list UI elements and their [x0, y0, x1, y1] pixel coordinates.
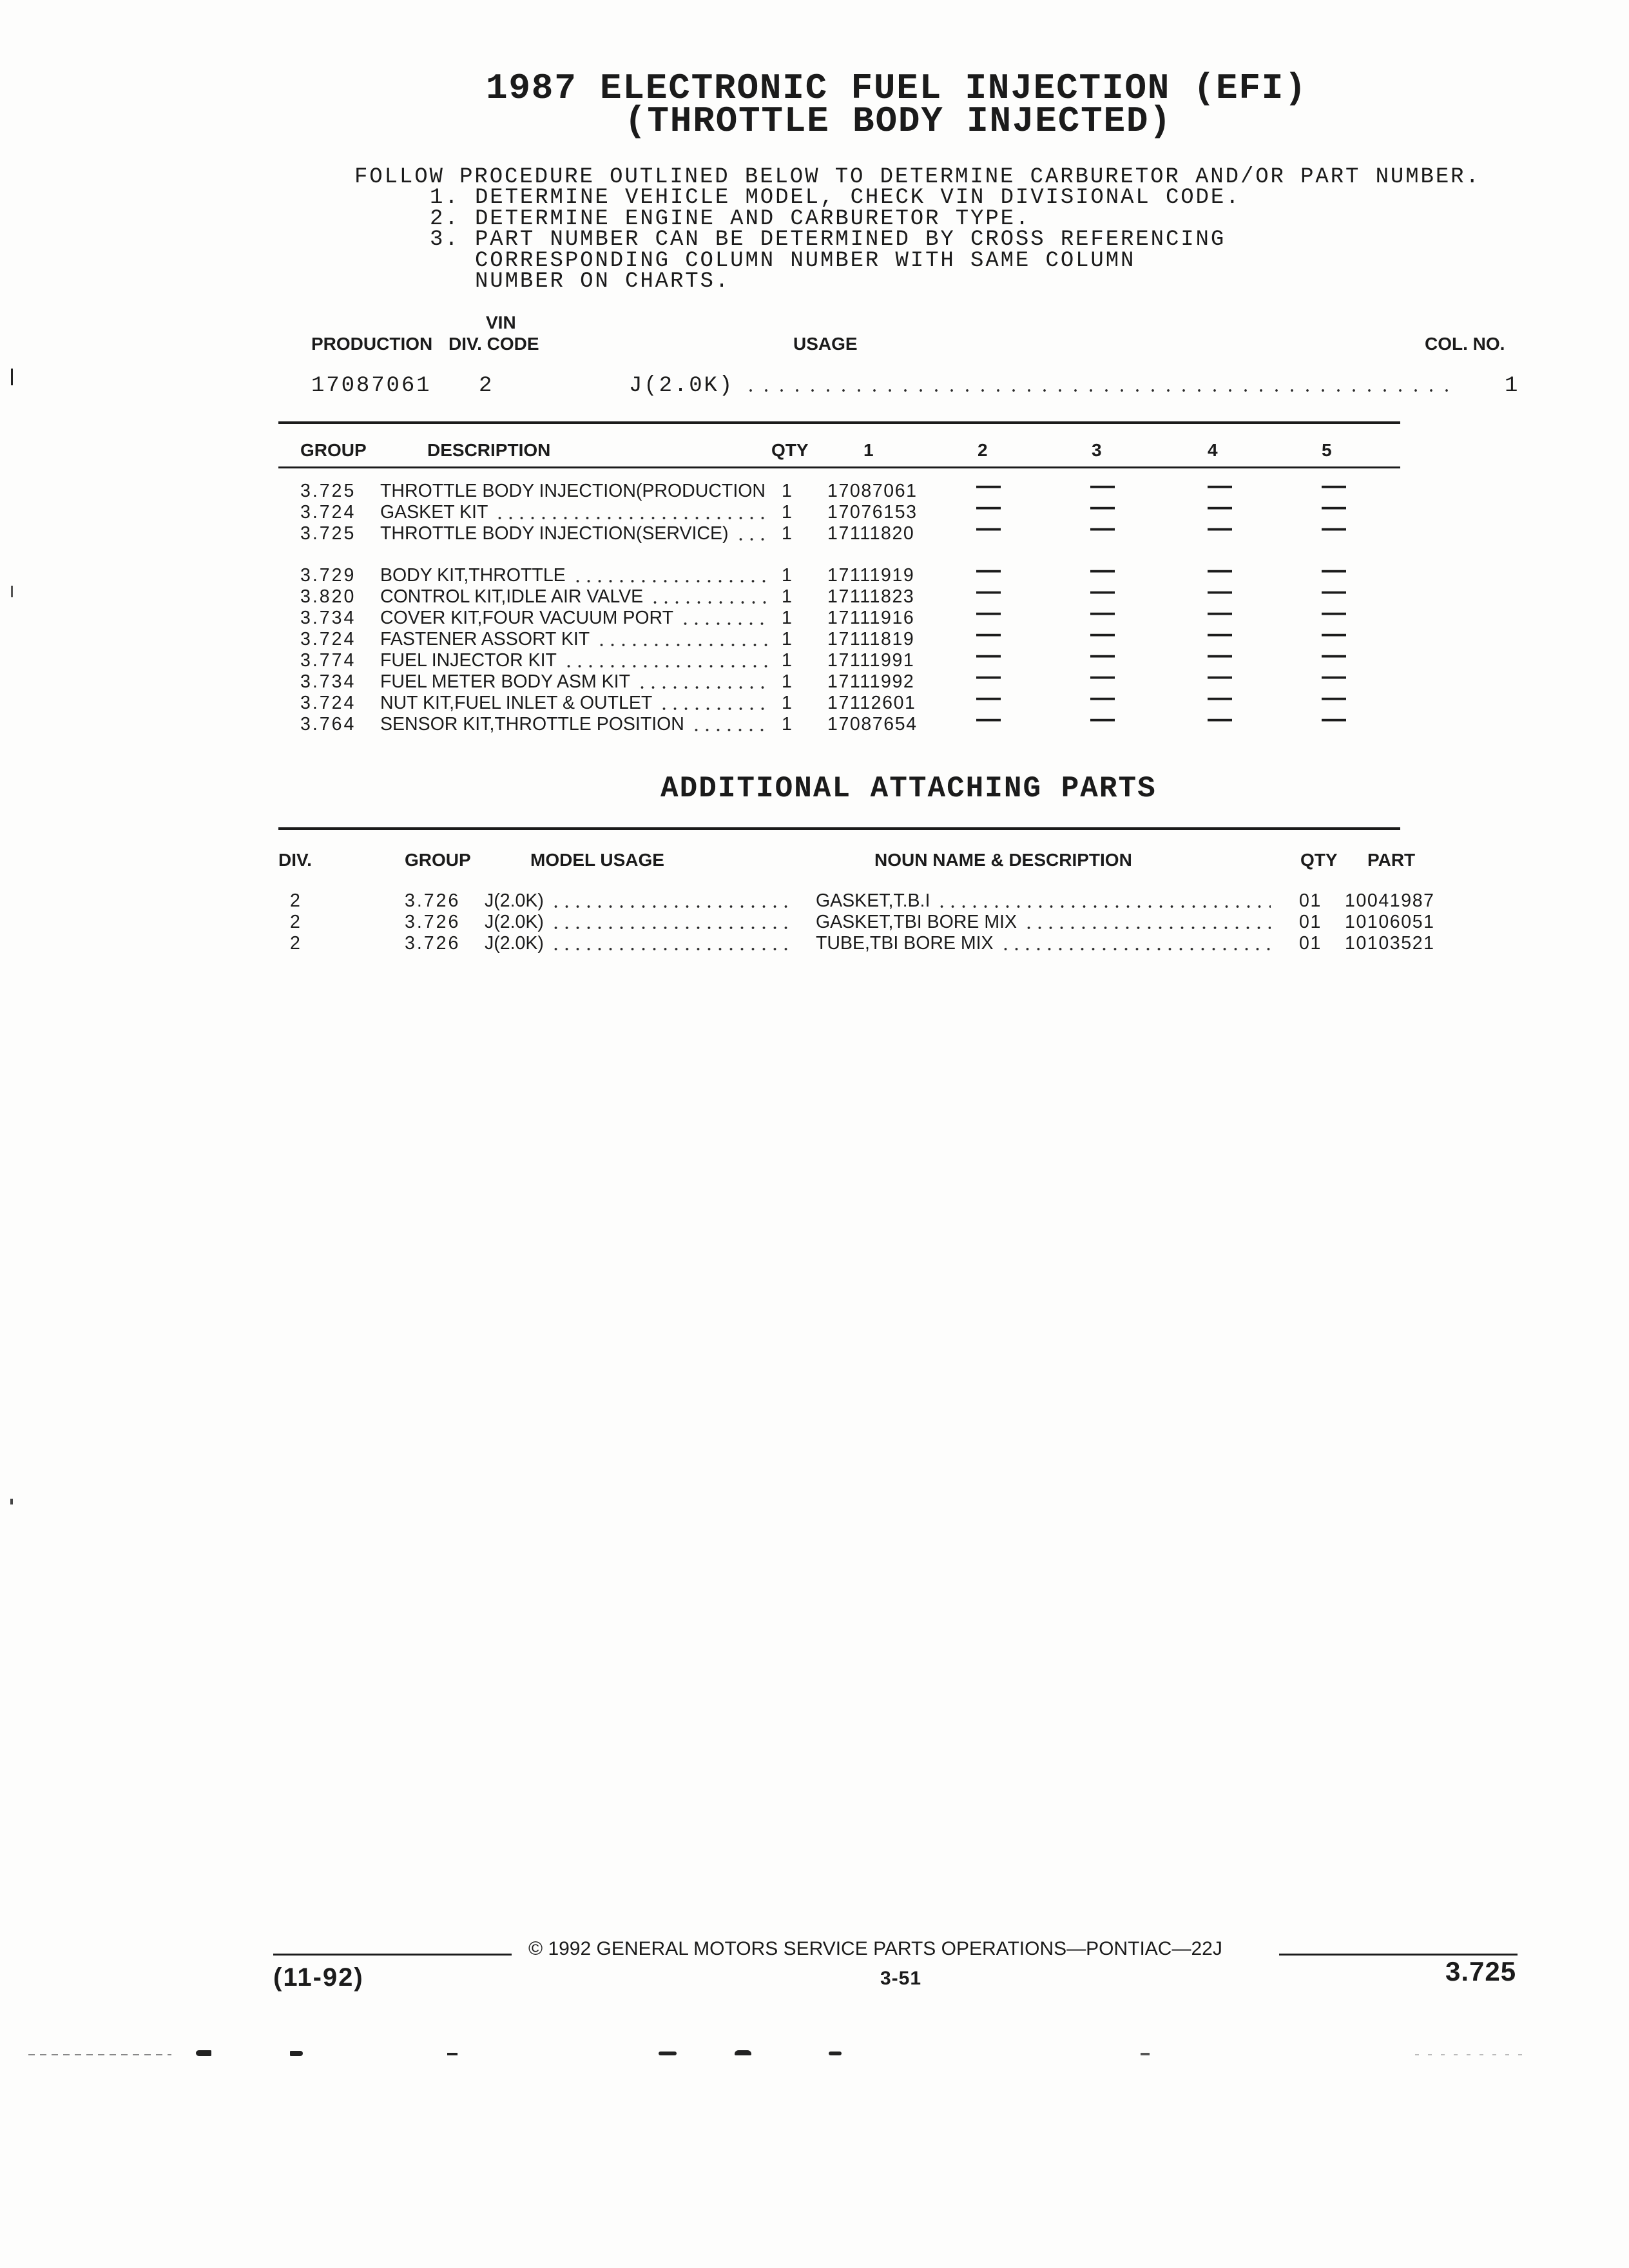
part-group: 3.724	[300, 502, 356, 523]
col-5-dash: —	[1322, 706, 1346, 733]
part-number-col-1: 17087061	[827, 481, 918, 501]
header-col-5: 5	[1322, 440, 1332, 460]
noun-description-value: TUBE,TBI BORE MIX	[816, 933, 994, 954]
part-qty: 1	[782, 481, 792, 501]
part-group: 3.734	[300, 671, 356, 692]
col-2-dash: —	[976, 494, 1001, 521]
dot-leader	[637, 671, 771, 693]
col-5-dash: —	[1322, 557, 1346, 584]
noun-description-value: GASKET,T.B.I	[816, 890, 930, 911]
col-4-dash: —	[1208, 515, 1232, 542]
part-qty: 1	[782, 629, 792, 649]
part-number-col-1: 17111919	[827, 565, 915, 586]
table-row	[0, 472, 1629, 502]
dot-leader	[659, 693, 771, 714]
header-col-3: 3	[1092, 440, 1102, 460]
col-5-dash: —	[1322, 663, 1346, 690]
col-5-dash: —	[1322, 494, 1346, 521]
header-col-no: COL. NO.	[1425, 334, 1505, 354]
usage-cell	[629, 376, 1457, 396]
model-usage-cell	[485, 912, 796, 933]
footer-section-number: 3.725	[1445, 1956, 1517, 1986]
part-description: FASTENER ASSORT KIT	[380, 629, 590, 649]
div-value: 2	[290, 912, 300, 932]
group-value: 3.726	[405, 890, 461, 911]
part-number: 10103521	[1345, 933, 1435, 954]
div-value: 2	[290, 933, 300, 954]
part-description-cell	[380, 608, 775, 629]
header-usage: USAGE	[793, 334, 858, 354]
part-number-col-1: 17111823	[827, 586, 915, 607]
production-row	[0, 376, 1629, 396]
scan-artifact	[659, 2052, 677, 2055]
usage-value: J(2.0K)	[629, 374, 735, 398]
qty-value: 01	[1299, 890, 1322, 911]
page-subtitle: (THROTTLE BODY INJECTED)	[624, 101, 1172, 142]
dot-leader	[691, 714, 771, 735]
step-text: NUMBER ON CHARTS.	[475, 269, 731, 294]
header-qty: QTY	[771, 440, 809, 460]
part-description-cell	[380, 586, 775, 608]
dot-leader	[680, 608, 771, 629]
footer-page-number: 3-51	[880, 1968, 922, 1989]
part-description: COVER KIT,FOUR VACUUM PORT	[380, 608, 673, 628]
part-qty: 1	[782, 693, 792, 713]
part-qty: 1	[782, 714, 792, 735]
section-title-additional: ADDITIONAL ATTACHING PARTS	[660, 772, 1157, 805]
col-4-dash: —	[1208, 663, 1232, 690]
col-4-dash: —	[1208, 494, 1232, 521]
table-row	[0, 933, 1629, 954]
header-group: GROUP	[300, 440, 367, 460]
col-2-dash: —	[976, 578, 1001, 605]
model-usage-value: J(2.0K)	[485, 890, 544, 911]
col-4-dash: —	[1208, 642, 1232, 669]
step-number: 1.	[430, 186, 460, 210]
dot-leader	[550, 890, 792, 912]
header-production: PRODUCTION	[311, 334, 433, 354]
group-value: 3.726	[405, 912, 461, 932]
part-description-cell	[380, 671, 775, 693]
part-description-cell	[380, 650, 775, 671]
col-3-dash: —	[1090, 620, 1115, 648]
part-number-col-1: 17111819	[827, 629, 915, 649]
col-3-dash: —	[1090, 642, 1115, 669]
col-2-dash: —	[976, 515, 1001, 542]
part-group: 3.764	[300, 714, 356, 735]
header-div: DIV.	[278, 850, 312, 870]
table-row	[0, 557, 1629, 586]
header-col-4: 4	[1208, 440, 1218, 460]
footer-rule-left	[273, 1954, 512, 1956]
part-qty: 1	[782, 502, 792, 523]
col-5-dash: —	[1322, 515, 1346, 542]
part-group: 3.734	[300, 608, 356, 628]
col-3-dash: —	[1090, 494, 1115, 521]
scan-artifact	[290, 2051, 303, 2056]
part-group: 3.725	[300, 481, 356, 501]
scan-artifact	[11, 586, 13, 597]
model-usage-cell	[485, 890, 796, 912]
col-2-dash: —	[976, 684, 1001, 711]
col-2-dash: —	[976, 472, 1001, 499]
scan-artifact	[28, 2054, 171, 2055]
col-3-dash: —	[1090, 472, 1115, 499]
div-value: 2	[290, 890, 300, 911]
table-row	[0, 578, 1629, 608]
step-number: 3.	[430, 227, 460, 252]
step-text: CORRESPONDING COLUMN NUMBER WITH SAME COLUMN	[475, 249, 1136, 273]
part-qty: 1	[782, 650, 792, 671]
table-row	[0, 890, 1629, 912]
page-title: 1987 ELECTRONIC FUEL INJECTION (EFI)	[486, 68, 1307, 109]
part-qty: 1	[782, 565, 792, 586]
part-qty: 1	[782, 671, 792, 692]
table-rule-top	[278, 421, 1400, 424]
scan-artifact	[447, 2053, 458, 2055]
scan-artifact	[1415, 2054, 1525, 2055]
part-description-cell	[380, 714, 775, 735]
header-model-usage: MODEL USAGE	[530, 850, 664, 870]
part-group: 3.725	[300, 523, 356, 544]
col-2-dash: —	[976, 663, 1001, 690]
col-3-dash: —	[1090, 663, 1115, 690]
table-row	[0, 706, 1629, 735]
col-2-dash: —	[976, 599, 1001, 626]
header-div-code: DIV. CODE	[448, 334, 539, 354]
footer-rule-right	[1279, 1954, 1518, 1956]
part-description: CONTROL KIT,IDLE AIR VALVE	[380, 586, 644, 607]
dot-leader	[550, 912, 792, 933]
part-description: THROTTLE BODY INJECTION(PRODUCTION	[380, 481, 766, 501]
part-group: 3.729	[300, 565, 356, 586]
col-2-dash: —	[976, 620, 1001, 648]
part-group: 3.820	[300, 586, 356, 607]
part-number-col-1: 17112601	[827, 693, 916, 713]
header-noun-description: NOUN NAME & DESCRIPTION	[874, 850, 1132, 870]
col-3-dash: —	[1090, 515, 1115, 542]
part-number-col-1: 17111992	[827, 671, 915, 692]
col-2-dash: —	[976, 557, 1001, 584]
step-text: DETERMINE VEHICLE MODEL, CHECK VIN DIVISIONAL CODE.	[475, 186, 1241, 210]
part-group: 3.724	[300, 629, 356, 649]
col-4-dash: —	[1208, 557, 1232, 584]
col-5-dash: —	[1322, 599, 1346, 626]
scan-artifact	[196, 2050, 211, 2056]
part-qty: 1	[782, 608, 792, 628]
header-col-1: 1	[863, 440, 874, 460]
part-description-cell	[380, 629, 775, 650]
part-number-col-1: 17076153	[827, 502, 918, 523]
dot-leader	[494, 502, 771, 523]
model-usage-value: J(2.0K)	[485, 933, 544, 954]
production-number: 17087061	[311, 374, 432, 398]
step-text: DETERMINE ENGINE AND CARBURETOR TYPE.	[475, 207, 1031, 231]
dot-leader	[743, 376, 1453, 396]
scan-artifact	[11, 369, 13, 385]
instructions-intro: FOLLOW PROCEDURE OUTLINED BELOW TO DETERMINE CARBURETOR AND/OR PART NUMBER.	[354, 165, 1481, 189]
col-5-dash: —	[1322, 684, 1346, 711]
col-5-dash: —	[1322, 472, 1346, 499]
qty-value: 01	[1299, 912, 1322, 932]
noun-description-cell	[816, 912, 1275, 933]
header-group: GROUP	[405, 850, 471, 870]
part-number: 10106051	[1345, 912, 1435, 932]
table-rule-header	[278, 466, 1400, 468]
model-usage-value: J(2.0K)	[485, 912, 544, 932]
table-row	[0, 599, 1629, 629]
col-2-dash: —	[976, 706, 1001, 733]
col-4-dash: —	[1208, 620, 1232, 648]
part-number-col-1: 17111916	[827, 608, 915, 628]
part-description: THROTTLE BODY INJECTION(SERVICE)	[380, 523, 729, 544]
dot-leader	[1023, 912, 1271, 933]
qty-value: 01	[1299, 933, 1322, 954]
dot-leader	[735, 523, 771, 544]
part-qty: 1	[782, 523, 792, 544]
part-qty: 1	[782, 586, 792, 607]
scan-artifact	[735, 2050, 751, 2055]
table-row	[0, 620, 1629, 650]
dot-leader	[1000, 933, 1271, 954]
part-number-col-1: 17111991	[827, 650, 915, 671]
scan-artifact	[1141, 2053, 1150, 2055]
part-group: 3.724	[300, 693, 356, 713]
group-value: 3.726	[405, 933, 461, 954]
part-description: GASKET KIT	[380, 502, 488, 523]
col-no-value: 1	[1505, 374, 1520, 398]
col-4-dash: —	[1208, 472, 1232, 499]
part-number-col-1: 17087654	[827, 714, 918, 735]
dot-leader	[550, 933, 792, 954]
part-group: 3.774	[300, 650, 356, 671]
col-5-dash: —	[1322, 642, 1346, 669]
header-col-2: 2	[978, 440, 988, 460]
part-description-cell	[380, 523, 775, 544]
col-3-dash: —	[1090, 684, 1115, 711]
col-4-dash: —	[1208, 599, 1232, 626]
col-5-dash: —	[1322, 578, 1346, 605]
part-number: 10041987	[1345, 890, 1435, 911]
noun-description-value: GASKET,TBI BORE MIX	[816, 912, 1017, 932]
col-3-dash: —	[1090, 557, 1115, 584]
part-description: BODY KIT,THROTTLE	[380, 565, 566, 586]
noun-description-cell	[816, 890, 1275, 912]
col-2-dash: —	[976, 642, 1001, 669]
dot-leader	[650, 586, 771, 608]
dot-leader	[596, 629, 771, 650]
col-4-dash: —	[1208, 578, 1232, 605]
part-description: SENSOR KIT,THROTTLE POSITION	[380, 714, 684, 735]
dot-leader	[936, 890, 1271, 912]
footer-copyright: © 1992 GENERAL MOTORS SERVICE PARTS OPERATIONS—PONTIAC—22J	[528, 1938, 1222, 1959]
dot-leader	[563, 650, 771, 671]
part-description-cell	[380, 481, 775, 502]
table-row	[0, 684, 1629, 714]
model-usage-cell	[485, 933, 796, 954]
col-3-dash: —	[1090, 706, 1115, 733]
part-number-col-1: 17111820	[827, 523, 915, 544]
header-qty: QTY	[1300, 850, 1338, 870]
table-row	[0, 663, 1629, 693]
part-description: FUEL METER BODY ASM KIT	[380, 671, 630, 692]
scan-artifact	[829, 2052, 842, 2055]
table-row	[0, 642, 1629, 671]
part-description-cell	[380, 502, 775, 523]
step-number: 2.	[430, 207, 460, 231]
col-4-dash: —	[1208, 684, 1232, 711]
part-description: FUEL INJECTOR KIT	[380, 650, 557, 671]
table-rule-top	[278, 827, 1400, 830]
header-part: PART	[1367, 850, 1416, 870]
footer-date: (11-92)	[273, 1963, 364, 1992]
col-4-dash: —	[1208, 706, 1232, 733]
col-3-dash: —	[1090, 578, 1115, 605]
table-row	[0, 515, 1629, 544]
noun-description-cell	[816, 933, 1275, 954]
table-row	[0, 494, 1629, 523]
step-text: PART NUMBER CAN BE DETERMINED BY CROSS REFERENCING	[475, 227, 1226, 252]
header-description: DESCRIPTION	[427, 440, 551, 460]
scan-artifact	[10, 1499, 13, 1504]
col-3-dash: —	[1090, 599, 1115, 626]
col-5-dash: —	[1322, 620, 1346, 648]
part-description-cell	[380, 565, 775, 586]
table-row	[0, 912, 1629, 933]
dot-leader	[572, 565, 771, 586]
div-code: 2	[479, 374, 494, 398]
part-description: NUT KIT,FUEL INLET & OUTLET	[380, 693, 653, 713]
part-description-cell	[380, 693, 775, 714]
header-vin: VIN	[486, 312, 516, 332]
